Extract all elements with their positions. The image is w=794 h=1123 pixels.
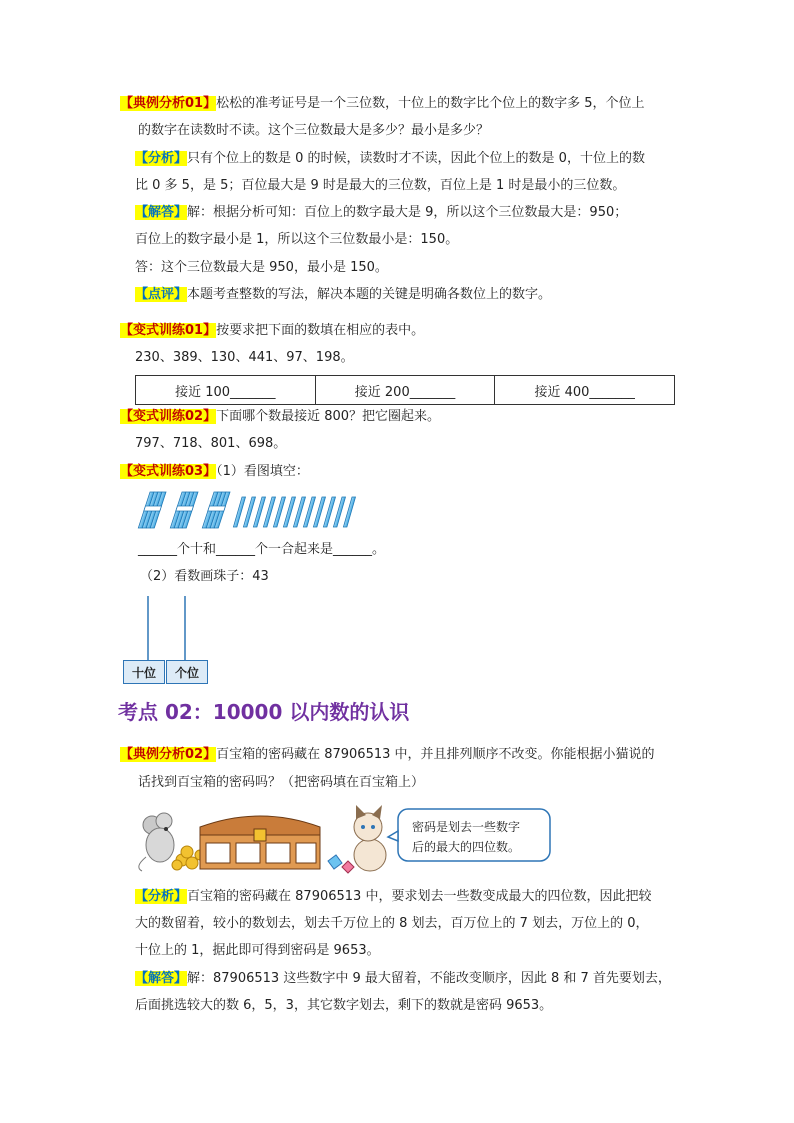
single-stick	[303, 497, 315, 527]
bundle-of-ten	[138, 492, 166, 528]
answer-tag: 【解答】	[135, 971, 188, 986]
answer1-line3: 答：这个三位数最大是 950，最小是 150。	[135, 260, 388, 275]
drill-tag: 【变式训练03】	[120, 464, 217, 479]
answer1-line1: 【解答】解：根据分析可知：百位上的数字最大是 9，所以这个三位数最大是：950；	[135, 205, 628, 220]
single-sticks	[233, 497, 355, 527]
single-stick	[323, 497, 335, 527]
analysis-tag: 【分析】	[135, 151, 188, 166]
answer2-line1: 【解答】解：87906513 这些数字中 9 最大留着，不能改变顺序，因此 8 和 7 首先要划去，	[135, 971, 671, 986]
answer-tag: 【解答】	[135, 205, 188, 220]
drill1-title: 【变式训练01】按要求把下面的数填在相应的表中。	[120, 323, 425, 338]
abacus-label-ones: 个位	[166, 660, 208, 684]
drill2-numbers: 797、718、801、698。	[135, 436, 287, 451]
example-tag: 【典例分析02】	[120, 747, 217, 762]
example1-line1: 【典例分析01】松松的准考证号是一个三位数，十位上的数字比个位上的数字多 5，个位上	[120, 96, 645, 111]
drill1-table	[135, 375, 675, 405]
comment1-line: 【点评】本题考查整数的写法，解决本题的关键是明确各数位上的数字。	[135, 287, 552, 302]
table-cell-400[interactable]: 接近 400_______	[534, 384, 635, 400]
table-cell-100[interactable]: 接近 100_______	[136, 376, 316, 404]
drill-tag: 【变式训练01】	[120, 323, 217, 338]
section-heading: 考点 02：10000 以内数的认识	[118, 700, 410, 724]
speech-line1: 密码是划去一些数字	[412, 820, 521, 834]
bundle-of-ten	[202, 492, 230, 528]
table-cell-200[interactable]: 接近 200_______	[316, 376, 496, 404]
mouse-icon	[139, 813, 174, 871]
analysis-tag: 【分析】	[135, 889, 188, 904]
gems-icon	[328, 855, 354, 873]
single-stick	[233, 497, 245, 527]
analysis2-line1: 【分析】百宝箱的密码藏在 87906513 中，要求划去一些数变成最大的四位数，因此把较	[135, 889, 652, 904]
single-stick	[243, 497, 255, 527]
drill3-fill-line[interactable]: ______个十和______个一合起来是______。	[138, 542, 386, 557]
answer2-line2: 后面挑选较大的数 6，5，3，其它数字划去，剩下的数就是密码 9653。	[135, 998, 553, 1013]
drill3-part2: （2）看数画珠子：43	[140, 569, 269, 584]
treasure-chest-icon	[200, 816, 320, 869]
example-tag: 【典例分析01】	[120, 96, 217, 111]
treasure-illustration	[130, 805, 560, 875]
bundle-of-ten	[170, 492, 198, 528]
abacus-rods	[120, 596, 210, 662]
speech-bubble	[388, 809, 550, 861]
single-stick	[313, 497, 325, 527]
speech-line2: 后的最大的四位数。	[412, 840, 521, 854]
drill3-title: 【变式训练03】（1）看图填空：	[120, 464, 309, 479]
drill-tag: 【变式训练02】	[120, 409, 217, 424]
single-stick	[273, 497, 285, 527]
example1-line2: 的数字在读数时不读。这个三位数最大是多少？最小是多少？	[138, 123, 490, 138]
single-stick	[293, 497, 305, 527]
single-stick	[283, 497, 295, 527]
analysis1-line1: 【分析】只有个位上的数是 0 的时候，读数时才不读，因此个位上的数是 0，十位上的数	[135, 151, 645, 166]
answer1-line2: 百位上的数字最小是 1，所以这个三位数最小是：150。	[135, 232, 459, 247]
single-stick	[343, 497, 355, 527]
analysis2-line3: 十位上的 1，据此即可得到密码是 9653。	[135, 943, 380, 958]
comment-tag: 【点评】	[135, 287, 188, 302]
sticks-image	[130, 490, 370, 532]
single-stick	[253, 497, 265, 527]
cat-icon	[354, 805, 386, 871]
example2-line1: 【典例分析02】百宝箱的密码藏在 87906513 中，并且排列顺序不改变。你能根据小猫说的	[120, 747, 655, 762]
drill1-numbers: 230、389、130、441、97、198。	[135, 350, 354, 365]
drill2-title: 【变式训练02】下面哪个数最接近 800？把它圈起来。	[120, 409, 441, 424]
example2-line2: 话找到百宝箱的密码吗？（把密码填在百宝箱上）	[138, 775, 425, 790]
single-stick	[333, 497, 345, 527]
abacus-label-tens: 十位	[123, 660, 165, 684]
analysis1-line2: 比 0 多 5，是 5；百位最大是 9 时是最大的三位数，百位上是 1 时是最小的三位数。	[135, 178, 626, 193]
single-stick	[263, 497, 275, 527]
analysis2-line2: 大的数留着，较小的数划去，划去千万位上的 8 划去，百万位上的 7 划去，万位上的 0，	[135, 916, 649, 931]
